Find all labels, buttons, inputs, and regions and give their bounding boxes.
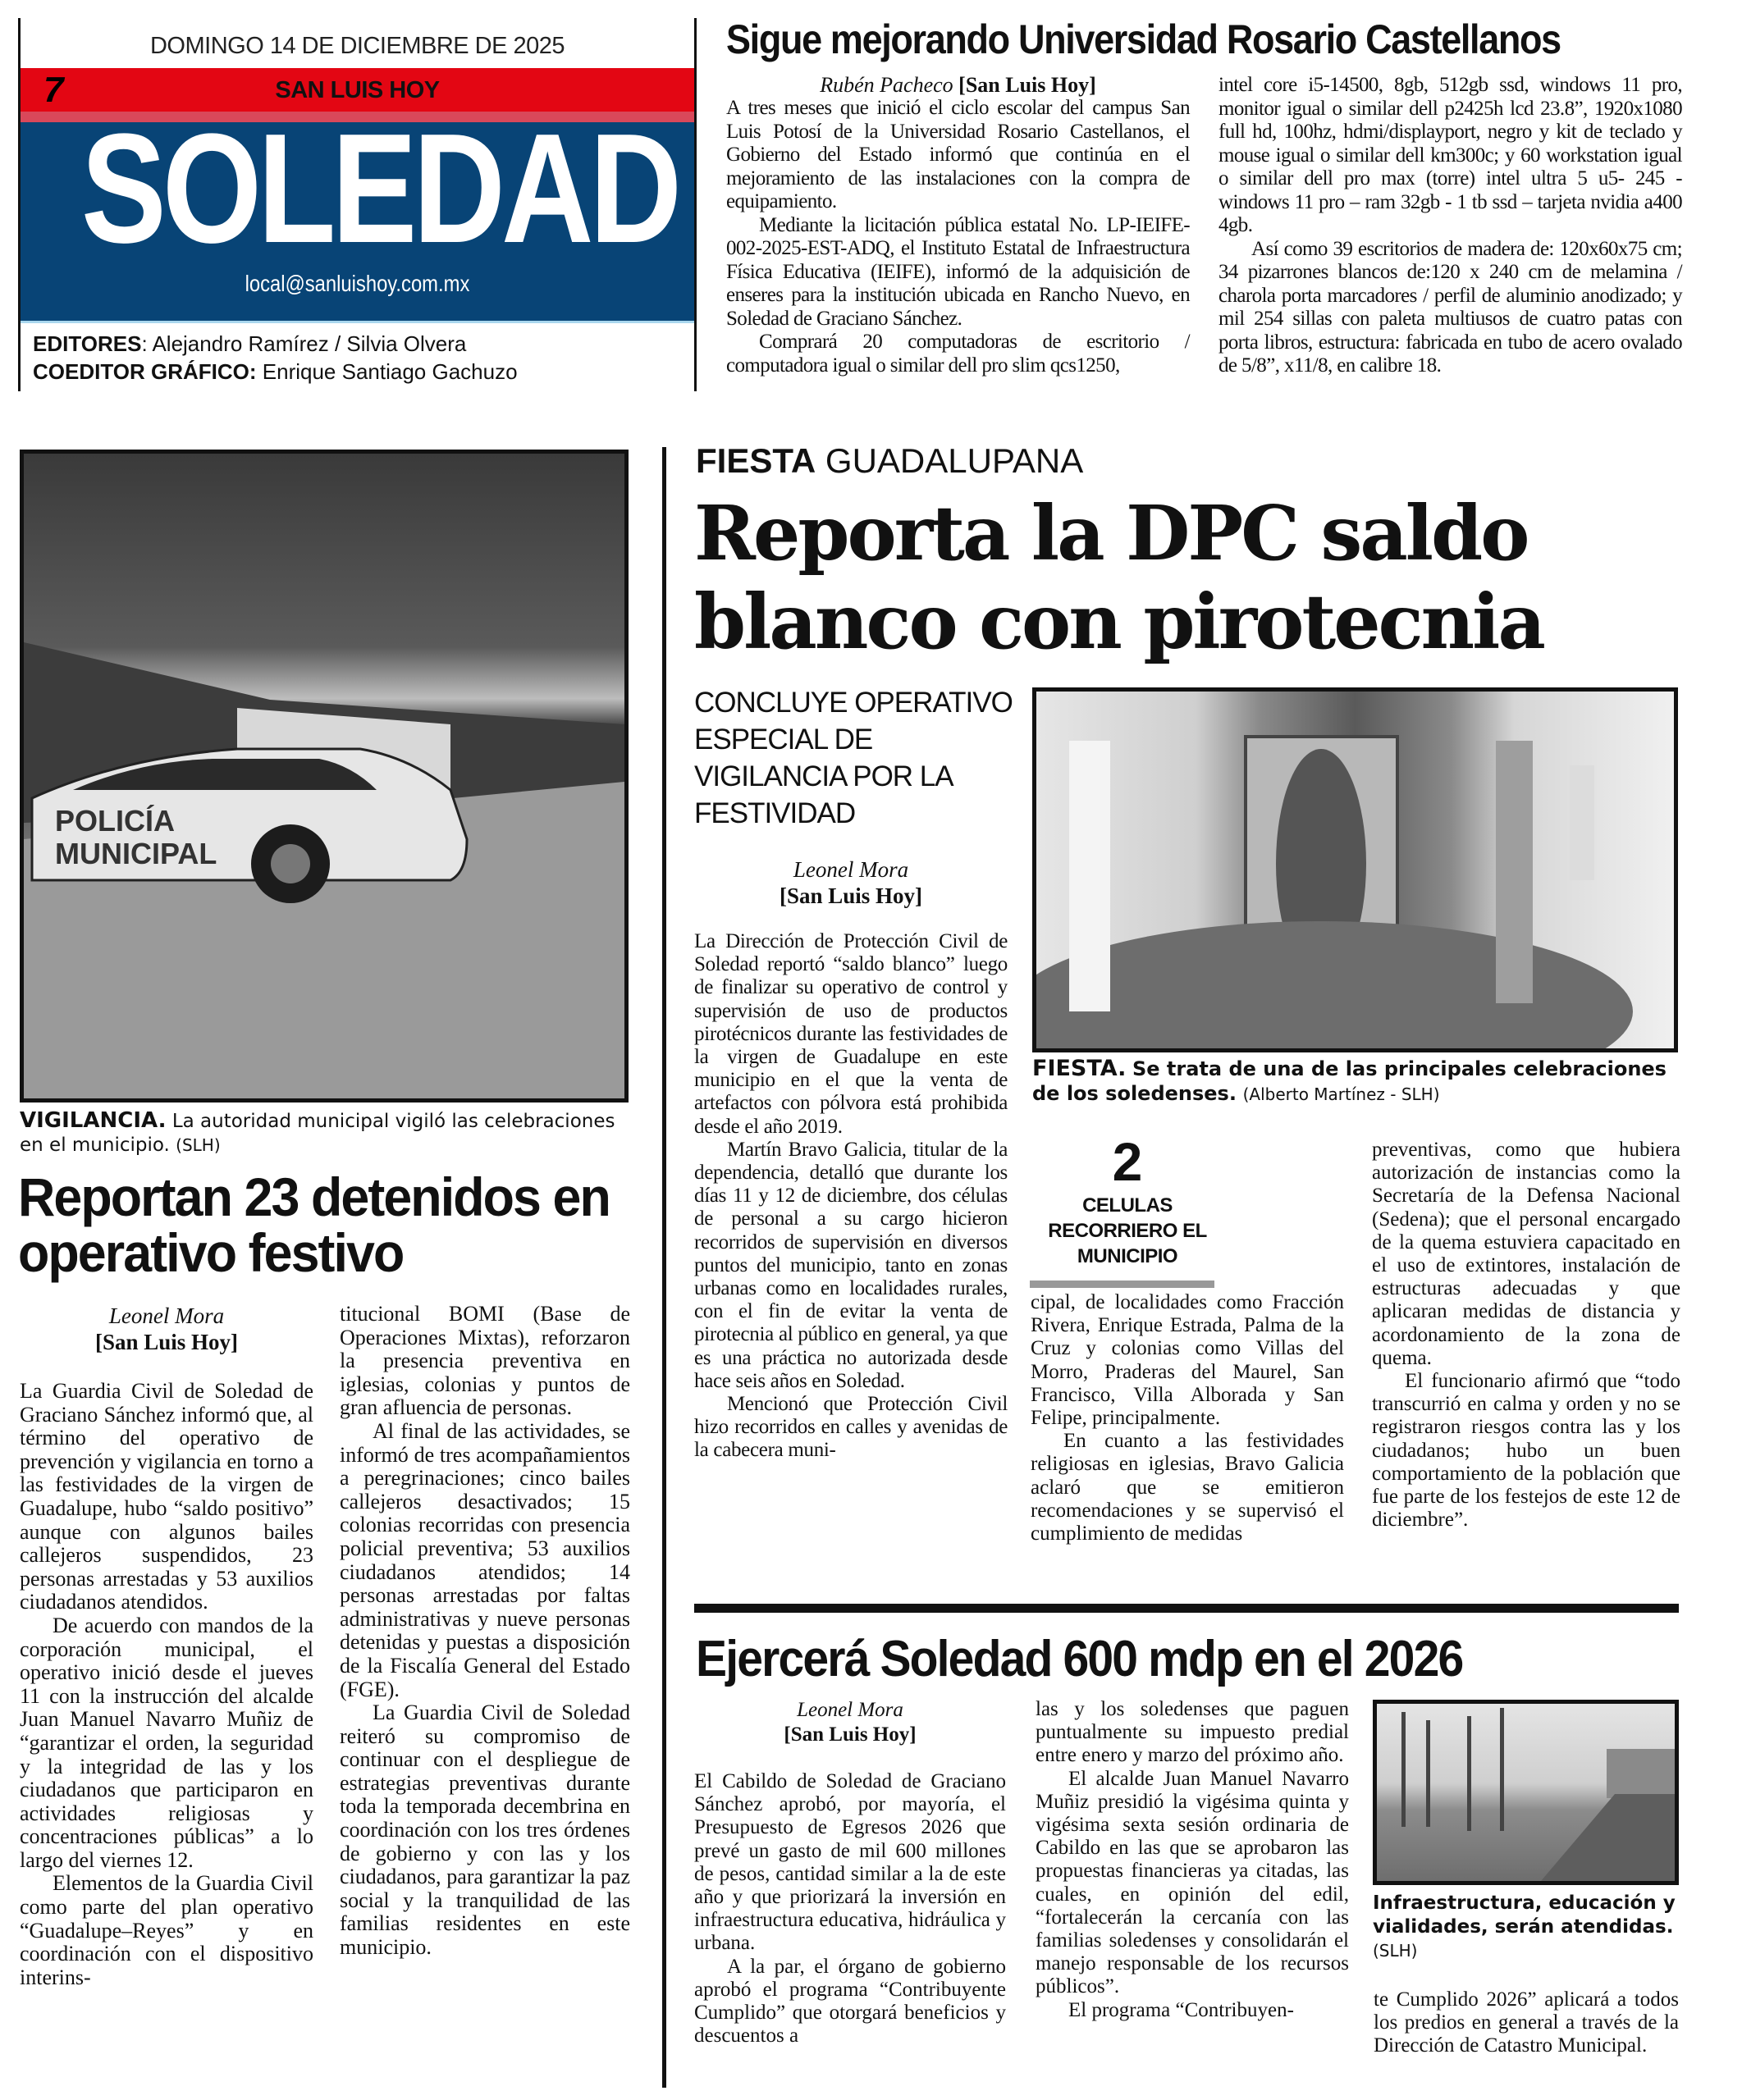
main-article-col1 <box>694 856 1008 1463</box>
main-article-col2 <box>1031 1291 1344 1545</box>
caption-lead: FIESTA. <box>1032 1056 1127 1081</box>
paragraph: El programa “Contribuyen- <box>1068 1998 1294 2021</box>
paragraph: Comprará 20 computadoras de escritorio / computadora igual o similar dell pro slim qcs1250, <box>726 331 1190 377</box>
rebar-column <box>1426 1720 1430 1827</box>
police-car-photo <box>20 450 629 1102</box>
section-email[interactable]: local@sanluishoy.com.mx <box>245 271 470 296</box>
section-title: SOLEDAD <box>80 122 679 276</box>
bottom-article-body-1 <box>694 1770 1006 2048</box>
paragraph: Al final de las actividades, se informó de tres acompañamientos a peregrinaciones; cinco bailes callejeros desactivados; 15 colonias recorridas con presencia policial preventiva; 53 auxilios ciudadanos atendidos; 14 personas arrestadas por faltas administrativas y nueve personas detenidas y puestas a disposición de la Fiscalía General del Estado (FGE). <box>340 1418 630 1701</box>
byline-name: Leonel Mora <box>793 857 909 882</box>
masthead-bottom-line <box>21 321 694 323</box>
kicker-light: GUADALUPANA <box>825 441 1084 480</box>
bottom-article-byline <box>694 1698 1006 1747</box>
caption-credit: (SLH) <box>1373 1941 1418 1961</box>
construction-photo <box>1373 1700 1679 1885</box>
main-headline: Reporta la DPC saldo blanco con pirotecnia <box>694 489 1543 666</box>
paragraph: Así como 39 escritorios de madera de: 120x60x75 cm; 34 pizarrones blancos de:120 x 240 cm de melamina / charola porta marcadores / perfil de aluminio anodizado; y mil 254 sillas con paleta multiusos de cuatro patas con porta libros, estructura: fabricada en tubo de acero ovalado de 5/8”, x11/8, en calibre 18. <box>1218 237 1682 377</box>
coeditor-label: COEDITOR GRÁFICO: <box>33 359 257 384</box>
altar-illustration <box>1036 692 1674 1048</box>
main-subhead: CONCLUYE OPERATIVO ESPECIAL DE VIGILANCIA POR LA FESTIVIDAD <box>694 687 1013 829</box>
left-article-headline: Reportan 23 detenidos en operativo festivo <box>18 1166 610 1283</box>
top-article-headline: Sigue mejorando Universidad Rosario Castellanos <box>726 16 1561 62</box>
paragraph: A la par, el órgano de gobierno aprobó el programa “Contribuyente Cumplido” que otorgará beneficios y descuentos a <box>694 1955 1006 2048</box>
mexican-flag <box>1496 741 1533 1003</box>
left-article-byline <box>20 1303 313 1355</box>
paragraph: las y los soledenses que paguen puntualmente su impuesto predial entre enero y marzo del próximo año. <box>1036 1698 1349 1767</box>
paragraph: te Cumplido 2026” aplicará a todos los predios en general a través de la Dirección de Catastro Municipal. <box>1374 1988 1679 2057</box>
editors-line: EDITORES: Alejandro Ramírez / Silvia Olvera <box>33 331 467 356</box>
publication-name: SAN LUIS HOY <box>275 77 440 103</box>
construction-illustration <box>1377 1704 1675 1881</box>
top-article-body-1 <box>726 97 1190 377</box>
police-car-label: POLICÍA MUNICIPAL <box>55 804 217 870</box>
column-divider <box>662 447 666 2088</box>
paragraph: preventivas, como que hubiera autorización de instancias como la Secretaría de la Defensa Nacional (Sedena); que el personal encargado de la quema estuviera capacitado en el uso de extintores, instalación de estructuras adecuadas y que aplicaran medidas de distancia y acordonamiento de la zona de quema. <box>1372 1139 1680 1369</box>
masthead-red-band <box>21 68 694 112</box>
page-number: 7 <box>43 70 64 110</box>
dirt-mound <box>1541 1794 1675 1881</box>
main-article-col3 <box>1372 1139 1680 1532</box>
bottom-article-col1 <box>694 1698 1006 2048</box>
paragraph: Martín Bravo Galicia, titular de la dependencia, detalló que durante los días 11 y 12 de diciembre, dos células de personal a su cargo hicieron recorridos de supervisión en diversos puntos del municipio, tanto en zonas urbanas como en localidades rurales, con el fin de evitar la venta de pirotecnia al público en general, ya que es una práctica no autorizada desde hace seis años en Soledad. <box>694 1138 1008 1392</box>
stat-number: 2 <box>1112 1131 1143 1192</box>
building <box>1607 1749 1675 1798</box>
byline-paper: [San Luis Hoy] <box>784 1723 917 1746</box>
byline-name: Leonel Mora <box>797 1699 903 1721</box>
angel-statue <box>1570 765 1594 880</box>
paragraph: El alcalde Juan Manuel Navarro Muñiz presidió la vigésima quinta y vigésima sexta sesión ordinaria de Cabildo en las que se aprobaron las propuestas financieras ya citadas, las cuales, en opinión del edil, “fortalecerán la cercanía con las familias soledenses y consolidarán el manejo responsable de los recursos públicos”. <box>1036 1767 1349 1998</box>
left-article-body-1 <box>20 1380 313 1989</box>
guadalupe-altar-photo <box>1032 687 1678 1052</box>
top-article-col2 <box>1218 74 1682 378</box>
construction-photo-caption <box>1373 1892 1680 1963</box>
section-separator <box>694 1604 1679 1613</box>
flower-arrangement <box>1036 921 1633 1048</box>
caption-text: La autoridad municipal vigiló las celebraciones en el municipio. <box>20 1111 615 1156</box>
paragraph: En cuanto a las festividades religiosas en iglesias, Bravo Galicia aclaró que se emitieron recomendaciones y se supervisó el cumplimiento de medidas <box>1031 1430 1344 1545</box>
police-car-hubcap <box>271 844 310 883</box>
caption-lead: VIGILANCIA. <box>20 1108 167 1133</box>
paragraph: Mencionó que Protección Civil hizo recorridos en calles y avenidas de la cabecera muni- <box>694 1393 1008 1462</box>
paragraph: intel core i5-14500, 8gb, 512gb ssd, windows 11 pro, monitor igual o similar dell p2425h lcd 23.8”, 1920x1080 full hd, 100hz, hdmi/displayport, negro y kit de teclado y mouse igual o similar dell km300c; y 60 workstation igual o similar dell pro max (torre) intel ultra 5 u5- 245 - windows 11 pro – ram 32gb - 1 tb ssd – tarjeta nvidia a400 4gb. <box>1218 74 1682 236</box>
bottom-article-col3 <box>1374 1988 1679 2058</box>
masthead-blue-band <box>21 122 694 321</box>
top-article-col1 <box>726 74 1190 377</box>
main-kicker <box>696 441 1083 481</box>
caption-credit: (Alberto Martínez - SLH) <box>1242 1084 1440 1104</box>
kicker-bold: FIESTA <box>696 441 816 480</box>
byline-name: Rubén Pacheco <box>820 73 953 97</box>
byline-paper: [San Luis Hoy] <box>779 883 923 908</box>
coeditor-line <box>33 358 518 386</box>
top-article-byline <box>726 74 1190 97</box>
altar-photo-caption <box>1032 1057 1680 1107</box>
bottom-article-headline: Ejercerá Soledad 600 mdp en el 2026 <box>696 1631 1463 1687</box>
police-car-illustration <box>24 454 624 1098</box>
paragraph: La Dirección de Protección Civil de Soledad reportó “saldo blanco” luego de finalizar su operativo de control y supervisión de uso de productos pirotécnicos durante las festividades de la virgen de Guadalupe en este municipio en el que la venta de artefactos con pólvora está prohibida desde el año 2019. <box>694 930 1008 1138</box>
stat-underline <box>1030 1281 1214 1288</box>
stat-label: CELULAS RECORRIERO EL MUNICIPIO <box>1048 1194 1207 1267</box>
paragraph: La Guardia Civil de Soledad reiteró su compromiso de continuar con el despliegue de estrategias preventivas durante toda la temporada decembrina en coordinación con los tres órdenes de gobierno y con las y los ciudadanos, para garantizar la paz social y la tranquilidad de las familias residentes en este municipio. <box>340 1701 630 1960</box>
editors-names: Alejandro Ramírez / Silvia Olvera <box>152 331 467 356</box>
caption-text: Infraestructura, educación y vialidades, serán atendidas. <box>1373 1892 1676 1938</box>
paragraph: El Cabildo de Soledad de Graciano Sánchez aprobó, por mayoría, el Presupuesto de Egresos 2026 que prevé un gasto de mil 600 millones de pesos, cantidad similar a la de este año y que priorizará la inversión en infraestructura educativa, hidráulica y urbana. <box>694 1770 1006 1955</box>
main-article-body-1 <box>694 930 1008 1463</box>
byline-paper: [San Luis Hoy] <box>94 1330 239 1354</box>
paragraph: La Guardia Civil de Soledad de Graciano Sánchez informó que, al término del operativo de prevención y vigilancia en torno a las festividades de la virgen de Guadalupe, hubo “saldo positivo” aunque con algunos bailes callejeros suspendidos, 23 personas arrestadas y 53 auxilios ciudadanos atendidos. <box>20 1379 313 1614</box>
paragraph: titucional BOMI (Base de Operaciones Mixtas), reforzaron la presencia preventiva en iglesias, colonias y puntos de gran afluencia de personas. <box>340 1302 630 1420</box>
masthead-right-rule <box>694 18 697 391</box>
editors-label: EDITORES <box>33 331 142 356</box>
rebar-column <box>1500 1708 1504 1831</box>
byline-paper: [San Luis Hoy] <box>958 73 1096 97</box>
paragraph: cipal, de localidades como Fracción Rivera, Enrique Estrada, Palma de la Cruz y colonias como Villas del Morro, Praderas del Maurel, San Francisco, Villa Alborada y San Felipe, principalmente. <box>1031 1291 1344 1430</box>
masthead-credits <box>33 330 518 386</box>
caption-credit: (SLH) <box>176 1135 221 1155</box>
bottom-article-col2 <box>1036 1698 1349 2022</box>
main-article-byline <box>694 856 1008 909</box>
rebar-column <box>1467 1716 1471 1831</box>
police-photo-caption <box>20 1109 629 1157</box>
byline-name: Leonel Mora <box>108 1303 225 1328</box>
coeditor-name: Enrique Santiago Gachuzo <box>262 359 518 384</box>
left-article-col2 <box>340 1303 630 1960</box>
paragraph: A tres meses que inició el ciclo escolar del campus San Luis Potosí de la Universidad Rosario Castellanos, el Gobierno del Estado informó que continúa en el mejoramiento de las instalaciones con la compra de equipamiento. <box>726 97 1190 212</box>
left-article-col1 <box>20 1303 313 1989</box>
stat-box <box>1030 1131 1225 1288</box>
rebar-column <box>1401 1712 1406 1827</box>
paragraph: Mediante la licitación pública estatal No. LP-IEIFE-002-2025-EST-ADQ, el Instituto Estatal de Infraestructura Física Educativa (IEIFE), informó de la adquisición de enseres para la institución ubicada en Rancho Nuevo, en Soledad de Graciano Sánchez. <box>726 213 1190 330</box>
paragraph: Elementos de la Guardia Civil como parte del plan operativo “Guadalupe–Reyes” y en coordinación con el dispositivo interins- <box>20 1871 313 1989</box>
masthead-pink-strip <box>21 112 694 122</box>
paragraph: El funcionario afirmó que “todo transcurrió en calma y orden y no se registraron riesgos contra las y los ciudadanos; hubo un buen comportamiento de la población que fue parte de los festejos de este 12 de diciembre”. <box>1372 1370 1680 1532</box>
vatican-flag <box>1069 741 1110 1011</box>
caption-text: Se trata de una de las principales celebraciones de los soledenses. <box>1032 1057 1667 1105</box>
issue-date: DOMINGO 14 DE DICIEMBRE DE 2025 <box>149 33 565 59</box>
paragraph: De acuerdo con mandos de la corporación municipal, el operativo inició desde el jueves 11 con la instrucción del alcalde Juan Manuel Navarro Muñiz de “garantizar el orden, la seguridad y la integridad de las y los ciudadanos que participaron en actividades religiosas y concentraciones públicas” a lo largo del viernes 12. <box>20 1613 313 1872</box>
